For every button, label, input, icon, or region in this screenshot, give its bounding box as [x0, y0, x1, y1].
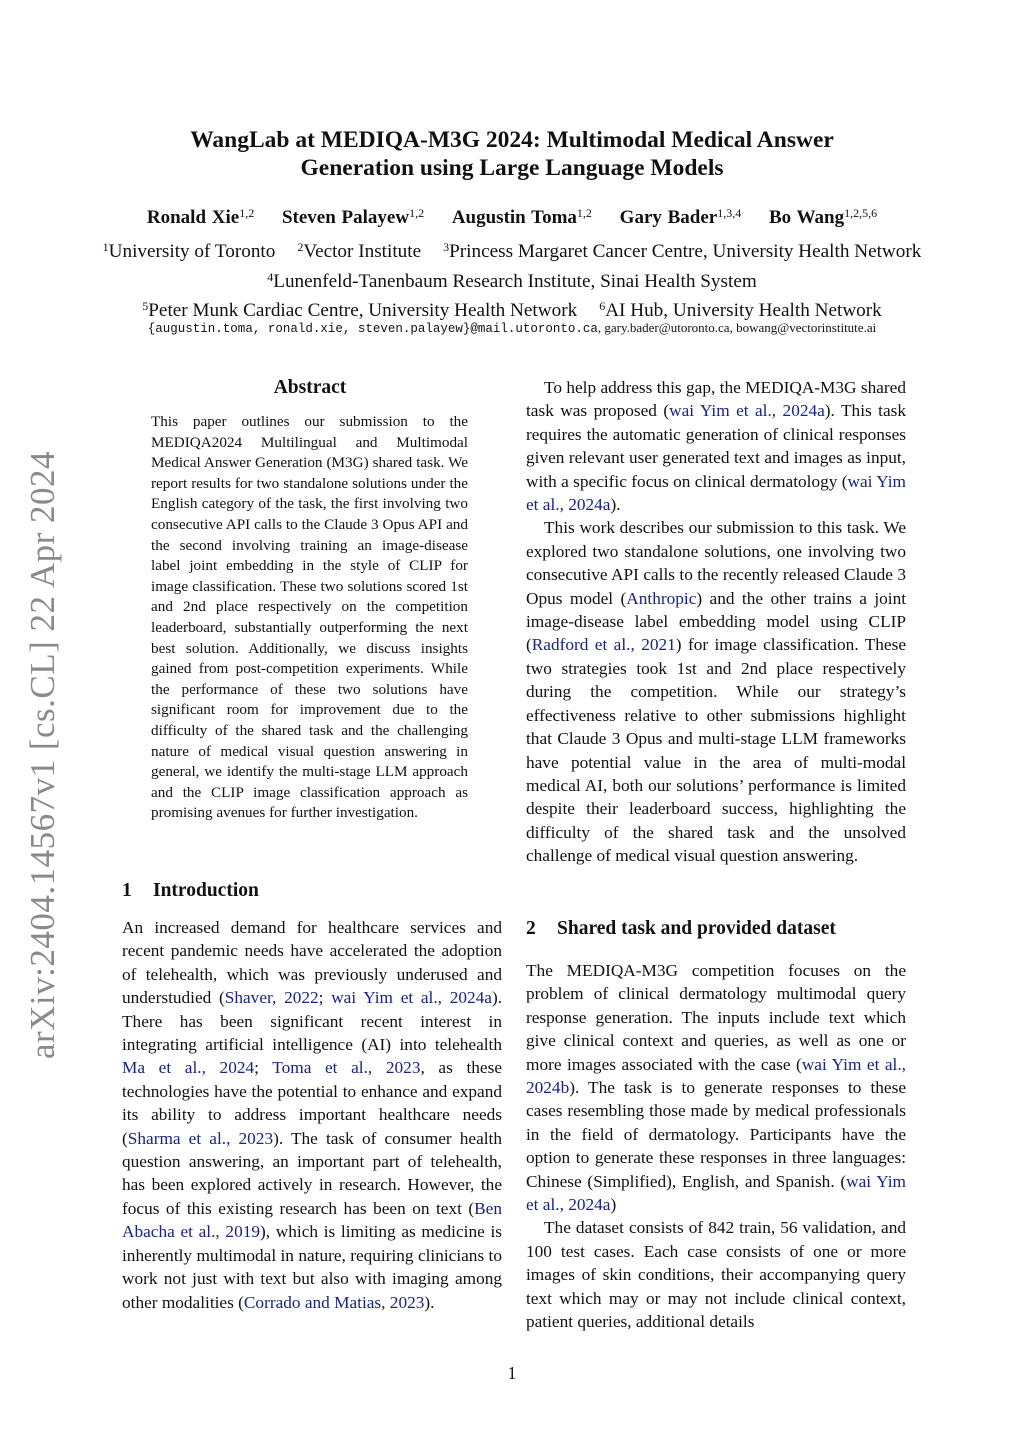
- affiliation-list: [0, 235, 1024, 324]
- paragraph: This work describes our submission to this task. We explored two standalone solutions, one involving two consecutive API calls to the recently released Claude 3 Opus model (Anthropic) and the other trains a joint image-disease label embedding model using CLIP (Radford et al., 2021) for image classification. These two strategies took 1st and 2nd place respectively during the competition. While our strategy’s effectiveness relative to other submissions highlight that Claude 3 Opus and multi-stage LLM frameworks have potential value in the area of multi-modal medical AI, both our solutions’ performance is limited despite their leaderboard success, highlighting the difficulty of the shared task and the unsolved challenge of medical visual question answering.: [526, 518, 907, 866]
- citation-link[interactable]: Toma et al., 2023: [272, 1058, 421, 1078]
- citation-link[interactable]: wai Yim et al., 2024b: [526, 1054, 906, 1098]
- author: Gary Bader$^{1,3,4}$: [619, 206, 742, 228]
- citation-link[interactable]: Radford et al., 2021: [531, 635, 676, 655]
- citation-link[interactable]: Ma et al., 2024: [122, 1058, 255, 1078]
- citation-link[interactable]: Corrado and Matias, 2023: [243, 1292, 425, 1312]
- paragraph: The dataset consists of 842 train, 56 validation, and 100 test cases. Each case consists of one or more images of skin conditions, their accompanying query text which may or may not include clinical context, patient queries, additional details: [526, 1218, 906, 1332]
- paper-title: [0, 126, 1024, 182]
- citation-link[interactable]: wai Yim et al., 2024a: [669, 401, 825, 421]
- author: Ronald Xie$^{1,2}$: [146, 206, 255, 228]
- arxiv-identifier: arXiv:2404.14567v1 [cs.CL] 22 Apr 2024: [23, 450, 62, 1060]
- author: Augustin Toma$^{1,2}$: [451, 206, 592, 228]
- right-column-intro: [526, 376, 906, 868]
- citation-link[interactable]: Ben Abacha et al., 2019: [122, 1198, 502, 1242]
- author: Bo Wang$^{1,2,5,6}$: [769, 206, 878, 228]
- page-number: 1: [507, 1363, 517, 1383]
- citation-link[interactable]: Sharma et al., 2023: [127, 1128, 274, 1148]
- section-2-body: [526, 959, 906, 1334]
- paragraph: An increased demand for healthcare services and recent pandemic needs have accelerated the adoption of telehealth, which was previously underused and understudied (Shaver, 2022; wai Yim et al., 2024a). There has been significant recent interest in integrating artificial intelligence (AI) into telehealth Ma et al., 2024; Toma et al., 2023, as these technologies have the potential to enhance and expand its ability to address important healthcare needs (Sharma et al., 2023). The task of consumer health question answering, an important part of telehealth, has been explored actively in research. However, the focus of this existing research has been on text (Ben Abacha et al., 2019), which is limiting as medicine is inherently multimodal in nature, requiring clinicians to work not just with text but also with imaging among other modalities (Corrado and Matias, 2023).: [122, 918, 503, 1312]
- paragraph: To help address this gap, the MEDIQA-M3G shared task was proposed (wai Yim et al., 2024a). This task requires the automatic generation of clinical responses given relevant user generated text and images as input, with a specific focus on clinical dermatology (wai Yim et al., 2024a).: [526, 378, 906, 515]
- abstract-body: This paper outlines our submission to the MEDIQA2024 Multilingual and Multimodal Medical Answer Generation (M3G) shared task. We report results for two standalone solutions under the English category of the task, the first involving two consecutive API calls to the Claude 3 Opus API and the second involving training an image-disease label joint embedding in the style of CLIP for image classification. These two solutions scored 1st and 2nd place respectively on the competition leaderboard, substantially outperforming the next best solution. Additionally, we discuss insights gained from post-competition experiments. While the performance of these two solutions have significant room for improvement due to the difficulty of the shared task and the challenging nature of medical visual question answering in general, we identify the multi-stage LLM approach and the CLIP image classification approach as promising avenues for further investigation.: [151, 413, 468, 822]
- email-group-mono: {augustin.toma, ronald.xie, steven.palayew}@mail.utoronto.ca: [147, 322, 598, 336]
- abstract-heading: Abstract: [273, 377, 347, 398]
- affiliation: $^5$Peter Munk Cardiac Centre, University Health Network: [142, 299, 578, 321]
- citation-link[interactable]: Anthropic: [626, 588, 697, 608]
- arxiv-identifier-sidebar: [14, 450, 72, 1060]
- citation-link[interactable]: Shaver, 2022: [224, 988, 319, 1008]
- citation-link[interactable]: wai Yim et al., 2024a: [526, 1171, 906, 1215]
- email-group-rest: , gary.bader@utoronto.ca, bowang@vectorinstitute.ai: [597, 320, 877, 335]
- citation-link[interactable]: wai Yim et al., 2024a: [526, 471, 906, 515]
- affiliation-line: [0, 265, 1024, 295]
- author-emails: [0, 319, 1024, 338]
- section-1-heading: 1 Introduction: [122, 880, 259, 901]
- title-line-1: WangLab at MEDIQA-M3G 2024: Multimodal Medical Answer: [190, 127, 834, 153]
- author: Steven Palayew$^{1,2}$: [281, 206, 425, 228]
- citation-link[interactable]: wai Yim et al., 2024a: [331, 988, 492, 1008]
- title-line-2: Generation using Large Language Models: [300, 155, 724, 181]
- author-list: [0, 200, 1024, 231]
- section-1-body: [122, 916, 502, 1314]
- paragraph: The MEDIQA-M3G competition focuses on the problem of clinical dermatology multimodal query response generation. The inputs include text which give clinical context and queries, as well as one or more images associated with the case (wai Yim et al., 2024b). The task is to generate responses to these cases resembling those made by medical professionals in the field of dermatology. Participants have the option to generate these responses in three languages: Chinese (Simplified), English, and Spanish. (wai Yim et al., 2024a): [526, 961, 906, 1215]
- affiliation: $^4$Lunenfeld-Tanenbaum Research Institute, Sinai Health System: [267, 269, 757, 292]
- section-2-heading: 2 Shared task and provided dataset: [526, 918, 836, 939]
- affiliation-line: [0, 235, 1024, 265]
- affiliation: $^1$University of Toronto: [102, 240, 276, 262]
- affiliation: $^3$Princess Margaret Cancer Centre, University Health Network: [443, 240, 922, 262]
- affiliation: $^2$Vector Institute: [297, 240, 422, 262]
- affiliation: $^6$AI Hub, University Health Network: [599, 299, 882, 321]
